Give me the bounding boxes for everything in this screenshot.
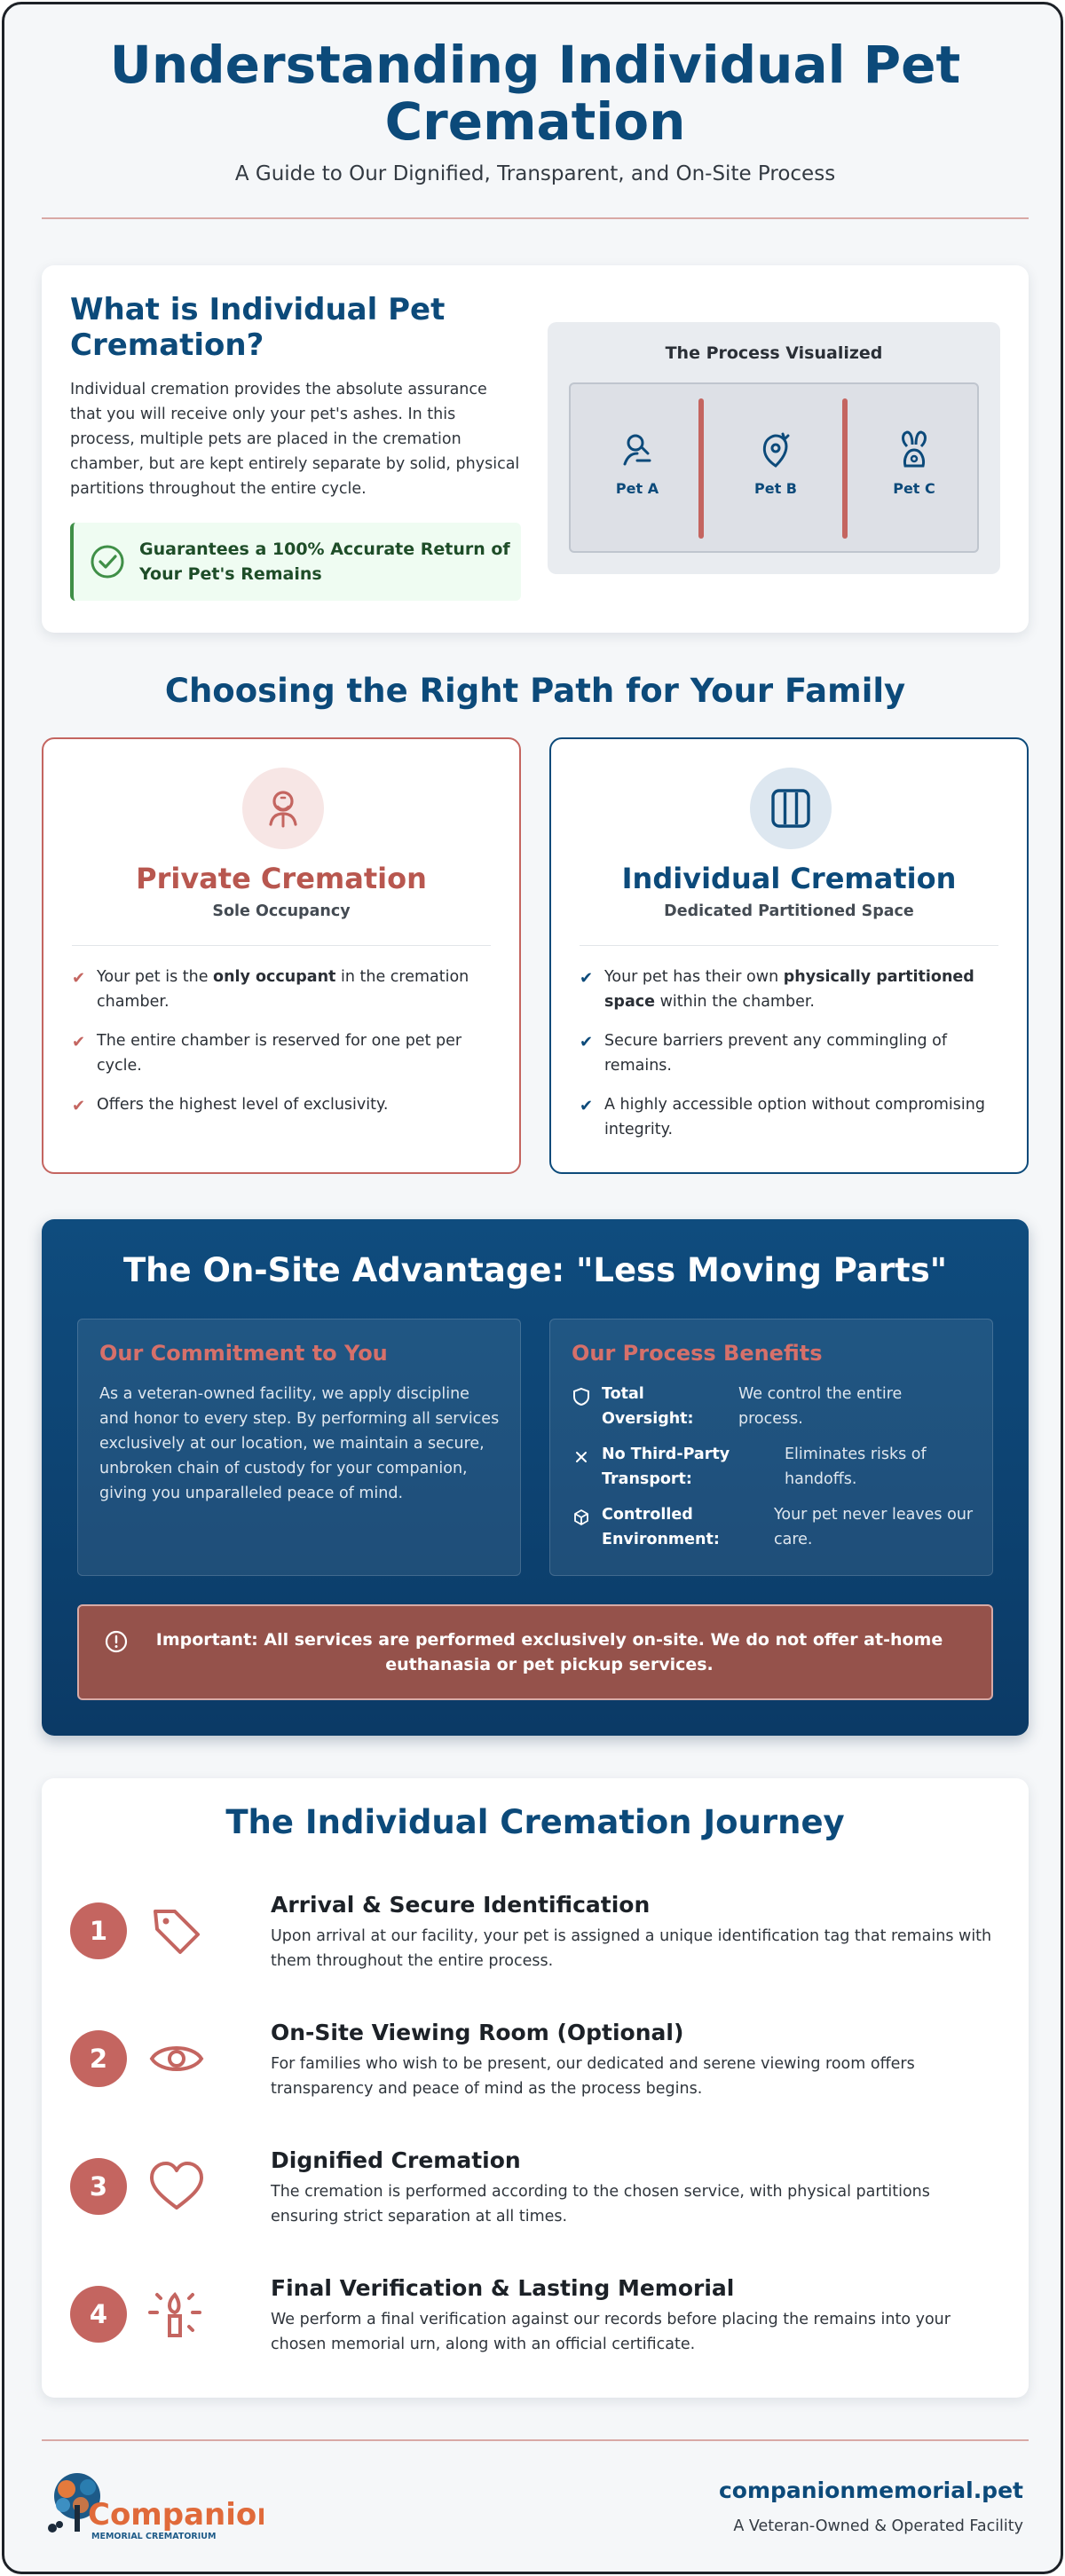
heart-icon bbox=[148, 2158, 205, 2215]
step-text: Upon arrival at our facility, your pet is assigned a unique identification tag that remains with them throughout the entire process. bbox=[271, 1927, 992, 1970]
step-number: 1 bbox=[70, 1902, 127, 1959]
footer-divider bbox=[42, 2439, 1029, 2441]
header-divider bbox=[42, 217, 1029, 219]
important-text: Important: All services are performed exclusively on-site. We do not offer at-home euthanasia or pet pickup services. bbox=[155, 1630, 943, 1674]
check-icon: ✔ bbox=[580, 969, 594, 988]
journey-step bbox=[70, 2275, 1002, 2373]
pet-a bbox=[571, 429, 704, 497]
pet-b bbox=[709, 429, 842, 497]
partitions-icon bbox=[769, 787, 812, 830]
shield-icon bbox=[572, 1387, 591, 1406]
private-features bbox=[72, 965, 498, 1131]
journey-title: The Individual Cremation Journey bbox=[225, 1803, 845, 1841]
journey-step bbox=[70, 2020, 1002, 2117]
what-title: What is Individual Pet Cremation? bbox=[70, 292, 446, 363]
what-card bbox=[42, 265, 1029, 633]
benefit-value: Eliminates risks of handoffs. bbox=[785, 1446, 927, 1488]
benefit-key: No Third-Party Transport: bbox=[602, 1446, 730, 1488]
check-icon: ✔ bbox=[72, 1097, 86, 1115]
x-icon bbox=[572, 1447, 591, 1467]
process-visual bbox=[548, 322, 1000, 574]
benefit-key: Total Oversight: bbox=[602, 1385, 694, 1428]
logo-name: Companion bbox=[88, 2497, 264, 2533]
choose-section bbox=[42, 666, 1029, 1181]
check-icon: ✔ bbox=[72, 1033, 86, 1052]
feature-item: ✔ Your pet has their own physically partitioned space within the chamber. bbox=[580, 968, 974, 1011]
choose-heading: Choosing the Right Path for Your Family bbox=[164, 672, 906, 710]
page-frame bbox=[2, 2, 1063, 2574]
check-icon: ✔ bbox=[580, 1097, 594, 1115]
pet-person-icon bbox=[616, 429, 659, 471]
individual-cremation-card bbox=[549, 737, 1029, 1174]
advantage-section bbox=[42, 1219, 1029, 1736]
step-number: 3 bbox=[70, 2158, 127, 2215]
feature-item: ✔ A highly accessible option without compromising integrity. bbox=[580, 1096, 985, 1138]
benefits-panel bbox=[549, 1319, 993, 1576]
pet-label: Pet B bbox=[754, 480, 797, 497]
eye-icon bbox=[148, 2030, 205, 2087]
feature-item: ✔ The entire chamber is reserved for one pet per cycle. bbox=[72, 1032, 462, 1075]
candle-icon bbox=[148, 2286, 205, 2343]
pet-label: Pet A bbox=[615, 480, 659, 497]
commitment-heading: Our Commitment to You bbox=[99, 1341, 388, 1366]
tree-paw-logo-icon bbox=[42, 2470, 264, 2544]
step-title: On-Site Viewing Room (Optional) bbox=[271, 2020, 684, 2045]
page-title: Understanding Individual Pet Cremation bbox=[109, 35, 961, 152]
guarantee-callout bbox=[70, 523, 521, 601]
step-title: Dignified Cremation bbox=[271, 2147, 521, 2173]
chamber-diagram bbox=[569, 382, 979, 553]
individual-subtitle: Dedicated Partitioned Space bbox=[664, 902, 914, 920]
check-icon: ✔ bbox=[72, 969, 86, 988]
private-title: Private Cremation bbox=[136, 862, 427, 895]
footer-tagline: A Veteran-Owned & Operated Facility bbox=[733, 2517, 1023, 2535]
individual-title: Individual Cremation bbox=[621, 862, 957, 895]
card-divider bbox=[580, 945, 998, 946]
page-subtitle: A Guide to Our Dignified, Transparent, and On-Site Process bbox=[234, 162, 836, 185]
check-circle-icon bbox=[90, 544, 125, 579]
step-title: Final Verification & Lasting Memorial bbox=[271, 2275, 735, 2301]
step-text: The cremation is performed according to the chosen service, with physical partitions ensuring strict separation at all times. bbox=[271, 2183, 930, 2225]
feature-item: ✔ Secure barriers prevent any commingling of remains. bbox=[580, 1032, 948, 1075]
journey-card bbox=[42, 1778, 1029, 2398]
journey-step bbox=[70, 2147, 1002, 2245]
benefit-row bbox=[572, 1442, 980, 1495]
journey-section bbox=[42, 1778, 1029, 2398]
cube-icon bbox=[572, 1508, 591, 1527]
alert-icon bbox=[104, 1629, 129, 1654]
journey-step bbox=[70, 1892, 1002, 1989]
what-text: Individual cremation provides the absolute assurance that you will receive only your pet's ashes. In this process, multiple pets are placed in the cremation chamber, but are kept entirely separate by solid, physical partitions throughout the entire cycle. bbox=[70, 381, 520, 498]
what-section bbox=[42, 265, 1029, 633]
private-icon-circle bbox=[242, 768, 324, 849]
guarantee-text: Guarantees a 100% Accurate Return of Your Pet's Remains bbox=[139, 540, 510, 584]
important-notice bbox=[77, 1604, 993, 1700]
step-title: Arrival & Secure Identification bbox=[271, 1892, 651, 1918]
rabbit-icon bbox=[893, 429, 935, 471]
person-icon bbox=[262, 787, 304, 830]
commitment-panel bbox=[77, 1319, 521, 1576]
company-logo bbox=[42, 2470, 264, 2544]
benefit-key: Controlled Environment: bbox=[602, 1506, 720, 1548]
cat-icon bbox=[754, 429, 797, 471]
website-link[interactable]: companionmemorial.pet bbox=[718, 2478, 1023, 2503]
benefit-value: Your pet never leaves our care. bbox=[774, 1506, 974, 1548]
step-number: 2 bbox=[70, 2030, 127, 2087]
feature-item: ✔ Your pet is the only occupant in the cremation chamber. bbox=[72, 968, 469, 1011]
header bbox=[42, 4, 1029, 226]
benefit-row bbox=[572, 1502, 980, 1556]
footer-divider-wrap bbox=[42, 2439, 1029, 2443]
individual-features bbox=[580, 965, 1006, 1156]
logo-tagline: MEMORIAL CREMATORIUM bbox=[91, 2532, 217, 2541]
advantage-title: The On-Site Advantage: "Less Moving Parts" bbox=[122, 1251, 948, 1289]
step-number: 4 bbox=[70, 2286, 127, 2343]
private-subtitle: Sole Occupancy bbox=[212, 902, 351, 920]
individual-icon-circle bbox=[750, 768, 832, 849]
pet-c bbox=[848, 429, 981, 497]
private-cremation-card bbox=[42, 737, 521, 1174]
step-text: We perform a final verification against our records before placing the remains into your chosen memorial urn, along with an official certificate. bbox=[271, 2311, 951, 2353]
advantage-panel bbox=[42, 1219, 1029, 1736]
step-text: For families who wish to be present, our dedicated and serene viewing room offers transparency and peace of mind as the process begins. bbox=[271, 2055, 915, 2098]
tag-icon bbox=[148, 1902, 205, 1959]
benefit-row bbox=[572, 1382, 980, 1435]
card-divider bbox=[72, 945, 491, 946]
pet-label: Pet C bbox=[893, 480, 935, 497]
feature-item: ✔ Offers the highest level of exclusivity. bbox=[72, 1092, 498, 1117]
visual-title: The Process Visualized bbox=[665, 343, 883, 363]
partition bbox=[698, 398, 704, 539]
check-icon: ✔ bbox=[580, 1033, 594, 1052]
benefits-heading: Our Process Benefits bbox=[572, 1341, 823, 1366]
commitment-text: As a veteran-owned facility, we apply discipline and honor to every step. By performing all services exclusively at our location, we maintain a secure, unbroken chain of custody for your companion, giving you unparalleled peace of mind. bbox=[99, 1385, 500, 1502]
benefit-value: We control the entire process. bbox=[738, 1385, 903, 1428]
